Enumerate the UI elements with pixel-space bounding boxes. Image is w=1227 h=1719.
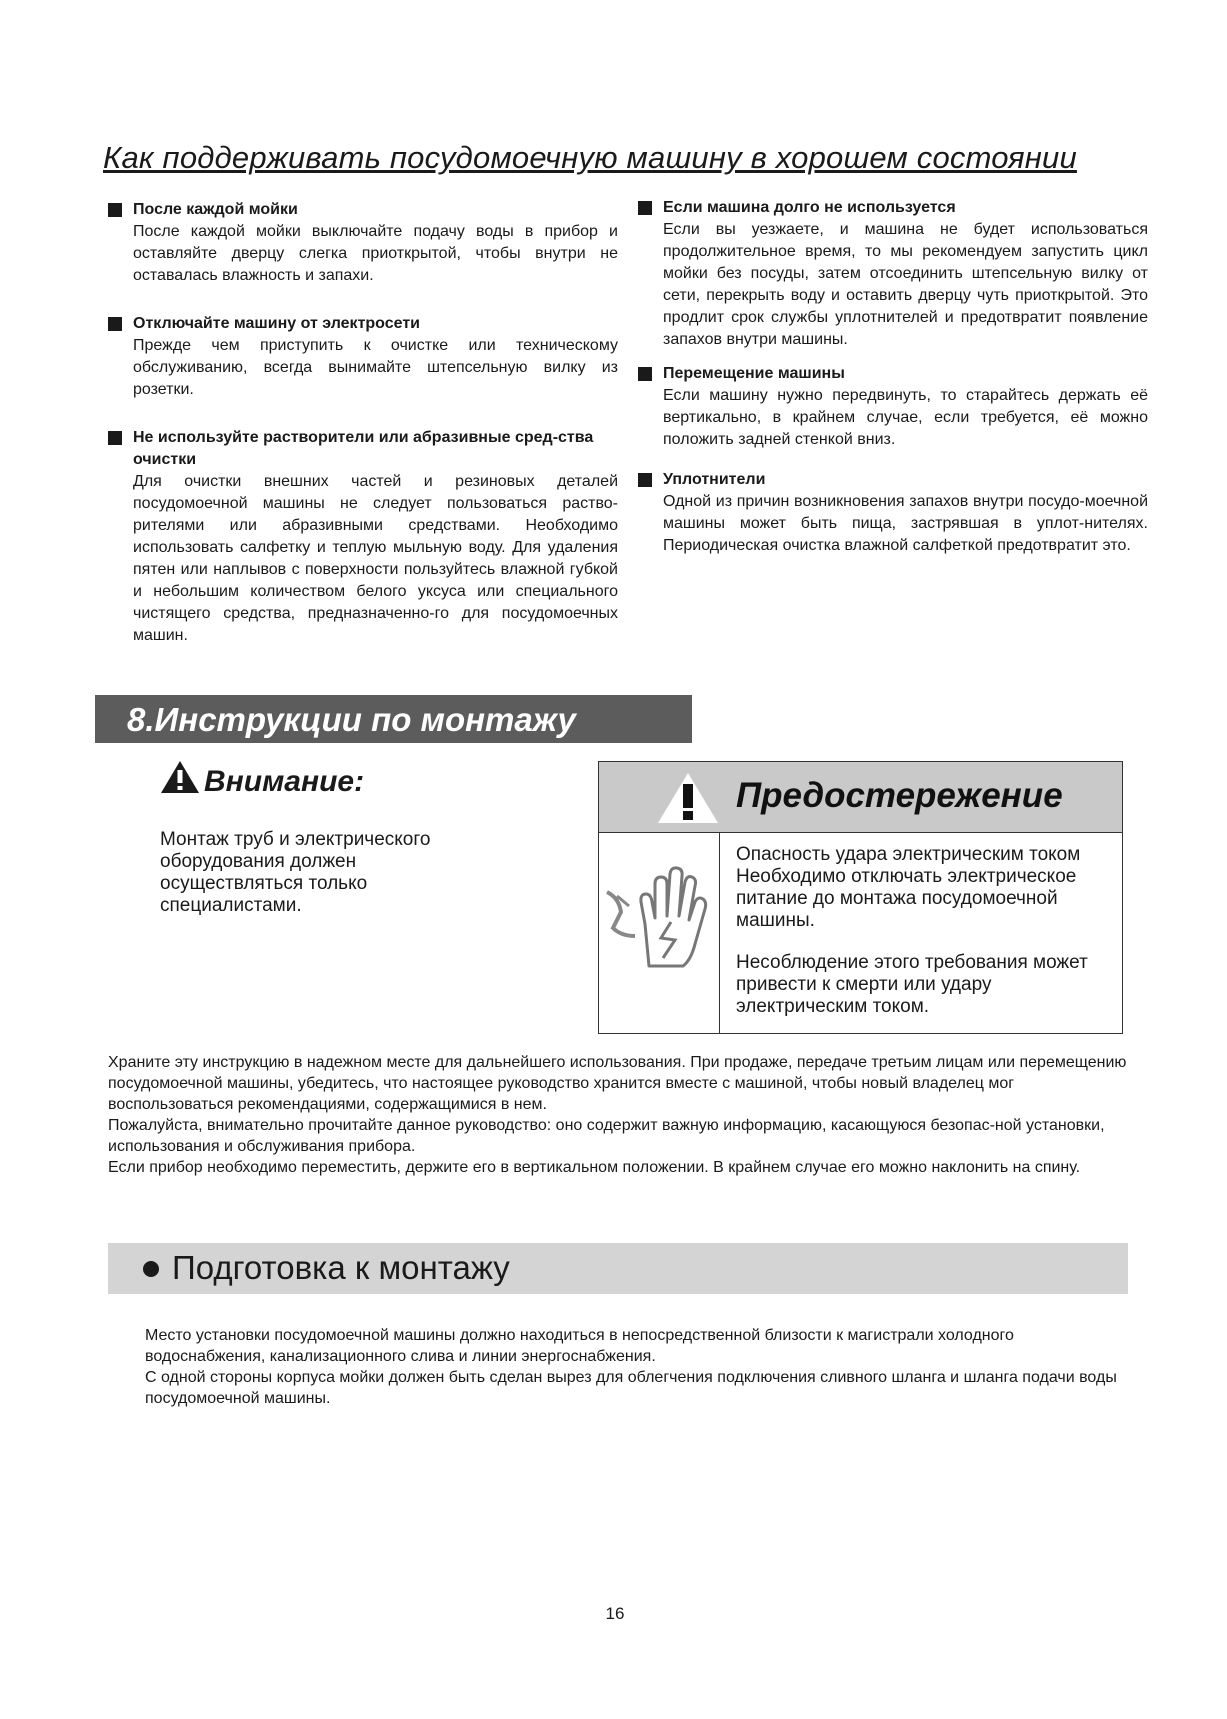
warning-triangle-icon — [160, 760, 200, 803]
section-after-wash — [108, 199, 618, 287]
caution-paragraph: Несоблюдение этого требования может привести к смерти или удару электрическим током. — [736, 952, 1088, 1017]
page-number: 16 — [605, 1604, 625, 1623]
section-banner-title: 8.Инструкции по монтажу — [127, 701, 576, 738]
left-column — [108, 199, 618, 673]
section-body: Одной из причин возникновения запахов внутри посудо-моечной машины может быть пища, застрявшая в уплот-нителях. Периодическая очистка влажной салфеткой предотвратит это. — [663, 493, 1148, 554]
section-body: Прежде чем приступить к очистке или техническому обслуживанию, всегда вынимайте штепсельную вилку из розетки. — [133, 337, 618, 398]
square-bullet-icon — [108, 317, 122, 331]
preparation-text — [145, 1325, 1135, 1409]
preparation-title: Подготовка к монтажу — [172, 1249, 510, 1286]
section-heading: После каждой мойки — [133, 201, 298, 218]
electric-shock-hand-icon — [599, 858, 719, 978]
right-column — [638, 197, 1148, 583]
info-paragraph: Храните эту инструкцию в надежном месте для дальнейшего использования. При продаже, передаче третьим лицам или перемещению посудомоечной машины, убедитесь, что настоящее руководство хранится вместе с машиной, чтобы новый владелец мог воспользоваться рекомендациями, содержащимися в нем. — [108, 1054, 1127, 1113]
section-no-solvents — [108, 427, 618, 647]
section-body: Если машину нужно передвинуть, то старайтесь держать её вертикально, в крайнем случае, если требуется, её можно положить задней стенкой вниз. — [663, 387, 1148, 448]
caution-header — [599, 762, 1122, 833]
attention-title: Внимание: — [204, 765, 365, 798]
section-body: Для очистки внешних частей и резиновых деталей посудомоечной машины не следует пользоваться раство-рителями или абразивными средствами. Необходимо использовать салфетку и теплую мыльную воду. Для удаления пятен или наплывов с поверхности пользуйтесь влажной губкой и небольшим количеством белого уксуса или специального чистящего средства, предназначенно-го для посудомоечных машин. — [133, 473, 618, 644]
section-banner — [95, 695, 692, 743]
section-moving — [638, 363, 1148, 451]
preparation-paragraph: С одной стороны корпуса мойки должен быть сделан вырез для облегчения подключения сливного шланга и шланга подачи воды посудомоечной машины. — [145, 1369, 1117, 1407]
caution-paragraph: Опасность удара электрическим током Необходимо отключать электрическое питание до монтажа посудомоечной машины. — [736, 844, 1081, 931]
section-body: После каждой мойки выключайте подачу воды в прибор и оставляйте дверцу слегка приоткрытой, чтобы внутри не оставалась влажность и запахи. — [133, 223, 618, 284]
info-paragraph: Если прибор необходимо переместить, держите его в вертикальном положении. В крайнем случае его можно наклонить на спину. — [108, 1159, 1081, 1176]
square-bullet-icon — [108, 431, 122, 445]
attention-block — [160, 760, 580, 917]
info-paragraphs — [108, 1052, 1128, 1178]
section-heading: Перемещение машины — [663, 365, 845, 382]
page-title: Как поддерживать посудомоечную машину в хорошем состоянии — [103, 140, 1077, 175]
warning-triangle-icon — [657, 772, 719, 833]
square-bullet-icon — [108, 203, 122, 217]
attention-text: Монтаж труб и электрического оборудования должен осуществляться только специалистами. — [160, 829, 431, 916]
square-bullet-icon — [638, 201, 652, 215]
info-paragraph: Пожалуйста, внимательно прочитайте данное руководство: оно содержит важную информацию, касающуюся безопас-ной установки, использования и обслуживания прибора. — [108, 1117, 1105, 1155]
section-body: Если вы уезжаете, и машина не будет использоваться продолжительное время, то мы рекомендуем запустить цикл мойки без посуды, затем отсоединить штепсельную вилку от сети, перекрыть воду и оставить дверцу чуть приоткрытой. Это продлит срок службы уплотнителей и предотвратит появление запахов внутри машины. — [663, 221, 1148, 348]
section-long-unused — [638, 197, 1148, 351]
caution-text — [736, 844, 1116, 1038]
caution-title: Предостережение — [736, 776, 1063, 815]
section-seals — [638, 469, 1148, 557]
circle-bullet-icon — [143, 1261, 159, 1277]
preparation-header — [108, 1243, 1128, 1294]
section-heading: Уплотнители — [663, 471, 766, 488]
section-heading: Если машина долго не используется — [663, 199, 956, 216]
square-bullet-icon — [638, 473, 652, 487]
caution-box — [598, 761, 1123, 1034]
attention-header — [160, 760, 580, 803]
square-bullet-icon — [638, 367, 652, 381]
section-unplug — [108, 313, 618, 401]
section-heading: Отключайте машину от электросети — [133, 315, 420, 332]
section-heading: Не используйте растворители или абразивные сред-ства очистки — [133, 429, 594, 468]
preparation-paragraph: Место установки посудомоечной машины должно находиться в непосредственной близости к магистрали холодного водоснабжения, канализационного слива и линии энергоснабжения. — [145, 1327, 1014, 1365]
caution-icon-cell — [599, 833, 720, 1033]
